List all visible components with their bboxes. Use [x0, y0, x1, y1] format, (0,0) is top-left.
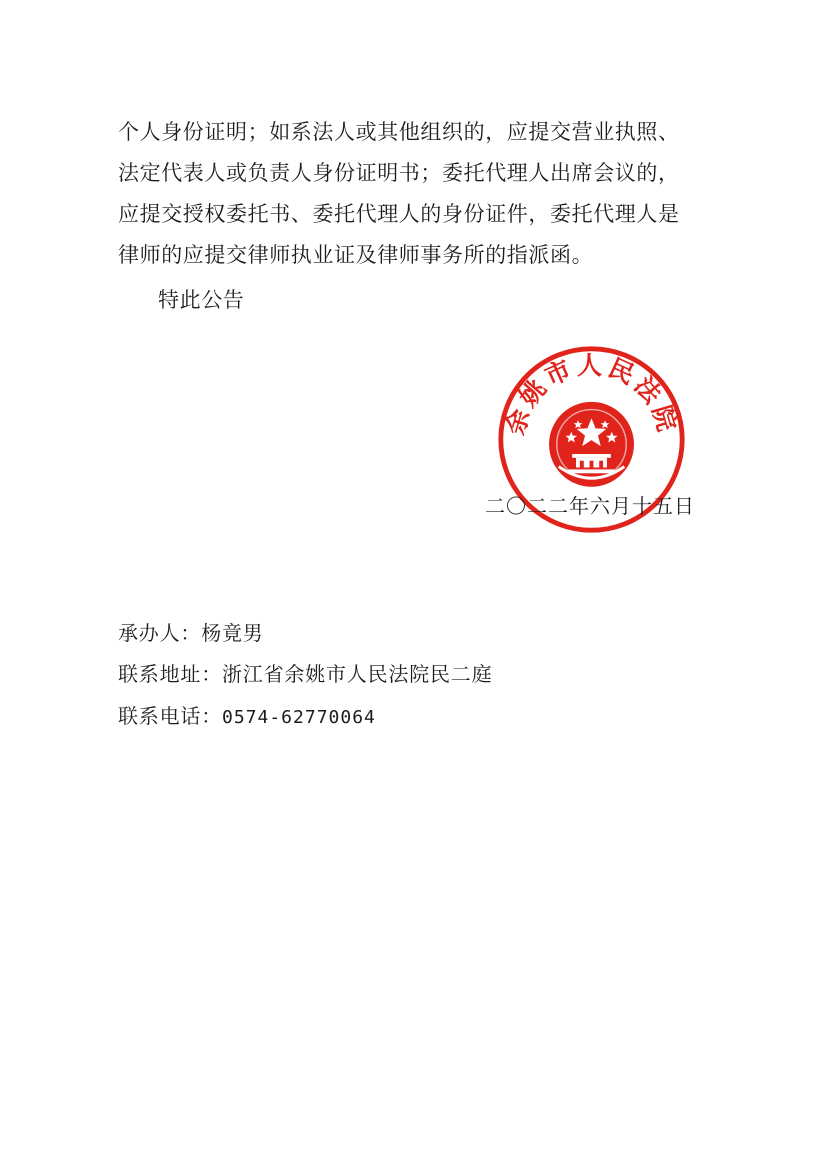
notice-line-1: 个人身份证明；如系法人或其他组织的，应提交营业执照、	[118, 120, 680, 144]
phone-value: 0574-62770064	[222, 707, 376, 728]
phone-label: 联系电话：	[118, 704, 222, 728]
contact-phone	[118, 702, 376, 732]
svg-text:余姚市人民法院: 余姚市人民法院	[499, 349, 684, 439]
contact-address	[118, 660, 492, 688]
closing-text: 特此公告	[158, 288, 245, 312]
contact-handler	[118, 619, 264, 647]
national-emblem-icon	[549, 402, 634, 487]
handler-name: 杨竟男	[201, 621, 264, 645]
document-date: 二〇二二年六月十五日	[485, 494, 695, 518]
address-value: 浙江省余姚市人民法院民二庭	[222, 662, 493, 686]
handler-label: 承办人：	[118, 621, 202, 645]
notice-line-2: 法定代表人或负责人身份证明书；委托代理人出席会议的，	[118, 161, 680, 185]
address-label: 联系地址：	[118, 662, 222, 686]
notice-line-3: 应提交授权委托书、委托代理人的身份证件，委托代理人是	[118, 202, 680, 226]
notice-line-4: 律师的应提交律师执业证及律师事务所的指派函。	[118, 243, 594, 267]
